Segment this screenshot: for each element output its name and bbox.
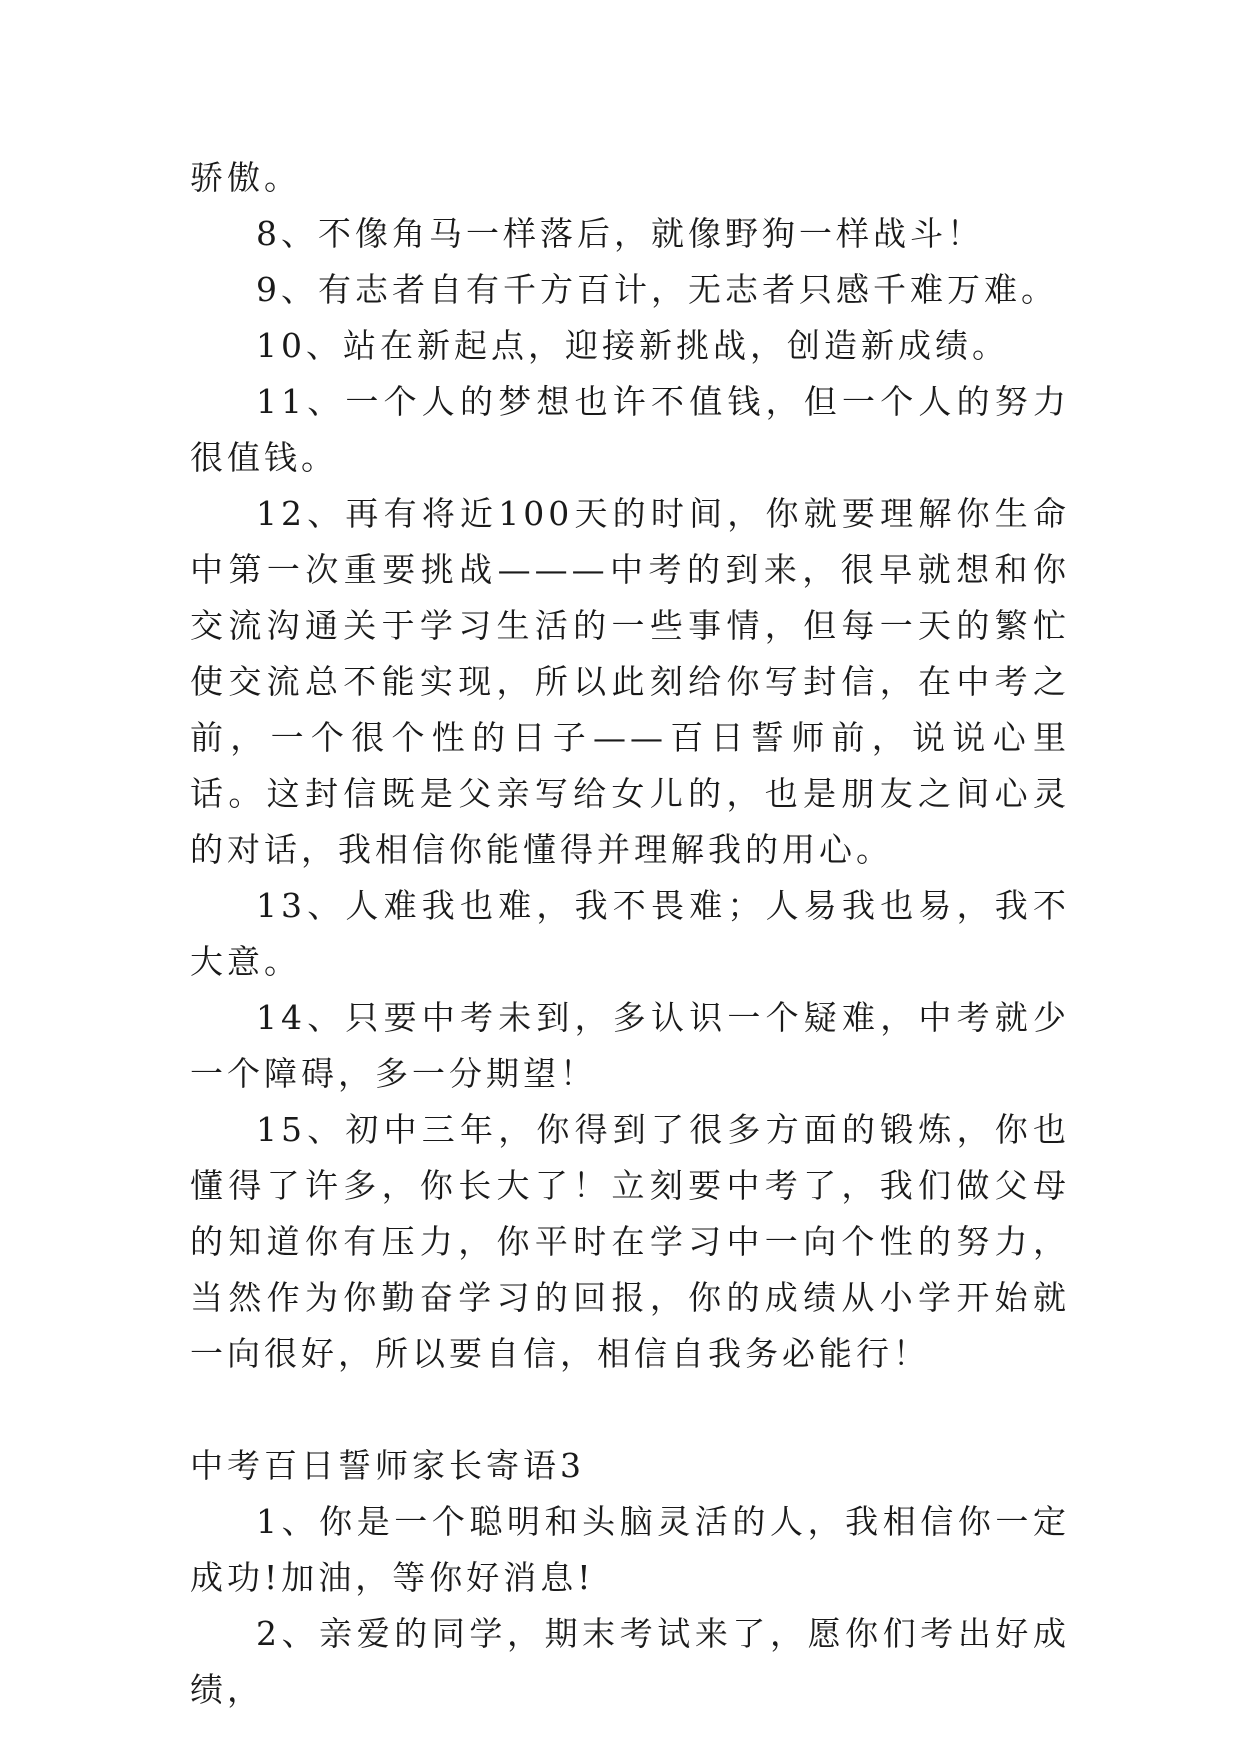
list-item: 9、有志者自有千方百计，无志者只感千难万难。: [256, 270, 1058, 309]
list-item: 11、一个人的梦想也许不值钱，但一个人的努力很值钱。: [190, 382, 1070, 477]
list-item: 15、初中三年，你得到了很多方面的锻炼，你也懂得了许多，你长大了！立刻要中考了，我们做父母的知道你有压力，你平时在学习中一向个性的努力，当然作为你勤奋学习的回报，你的成绩从小学开始就一向很好，所以要自信，相信自我务必能行！: [190, 1110, 1070, 1373]
lead-paragraph: 骄傲。: [190, 158, 301, 197]
document-body: [190, 150, 1070, 1718]
list-item: 10、站在新起点，迎接新挑战，创造新成绩。: [256, 326, 1009, 365]
list-item: 14、只要中考未到，多认识一个疑难，中考就少一个障碍，多一分期望！: [190, 998, 1070, 1093]
list-item: 12、再有将近100天的时间，你就要理解你生命中第一次重要挑战———中考的到来，很早就想和你交流沟通关于学习生活的一些事情，但每一天的繁忙使交流总不能实现，所以此刻给你写封信，在中考之前，一个很个性的日子——百日誓师前，说说心里话。这封信既是父亲写给女儿的，也是朋友之间心灵的对话，我相信你能懂得并理解我的用心。: [190, 494, 1070, 869]
section-spacer: [190, 1382, 1070, 1438]
list-item: 1、你是一个聪明和头脑灵活的人，我相信你一定成功!加油，等你好消息!: [190, 1502, 1070, 1597]
list-item: 13、人难我也难，我不畏难；人易我也易，我不大意。: [190, 886, 1070, 981]
list-item: 2、亲爱的同学，期末考试来了，愿你们考出好成绩，: [190, 1614, 1070, 1709]
section-heading: 中考百日誓师家长寄语3: [190, 1446, 585, 1485]
list-item: 8、不像角马一样落后，就像野狗一样战斗！: [256, 214, 984, 253]
